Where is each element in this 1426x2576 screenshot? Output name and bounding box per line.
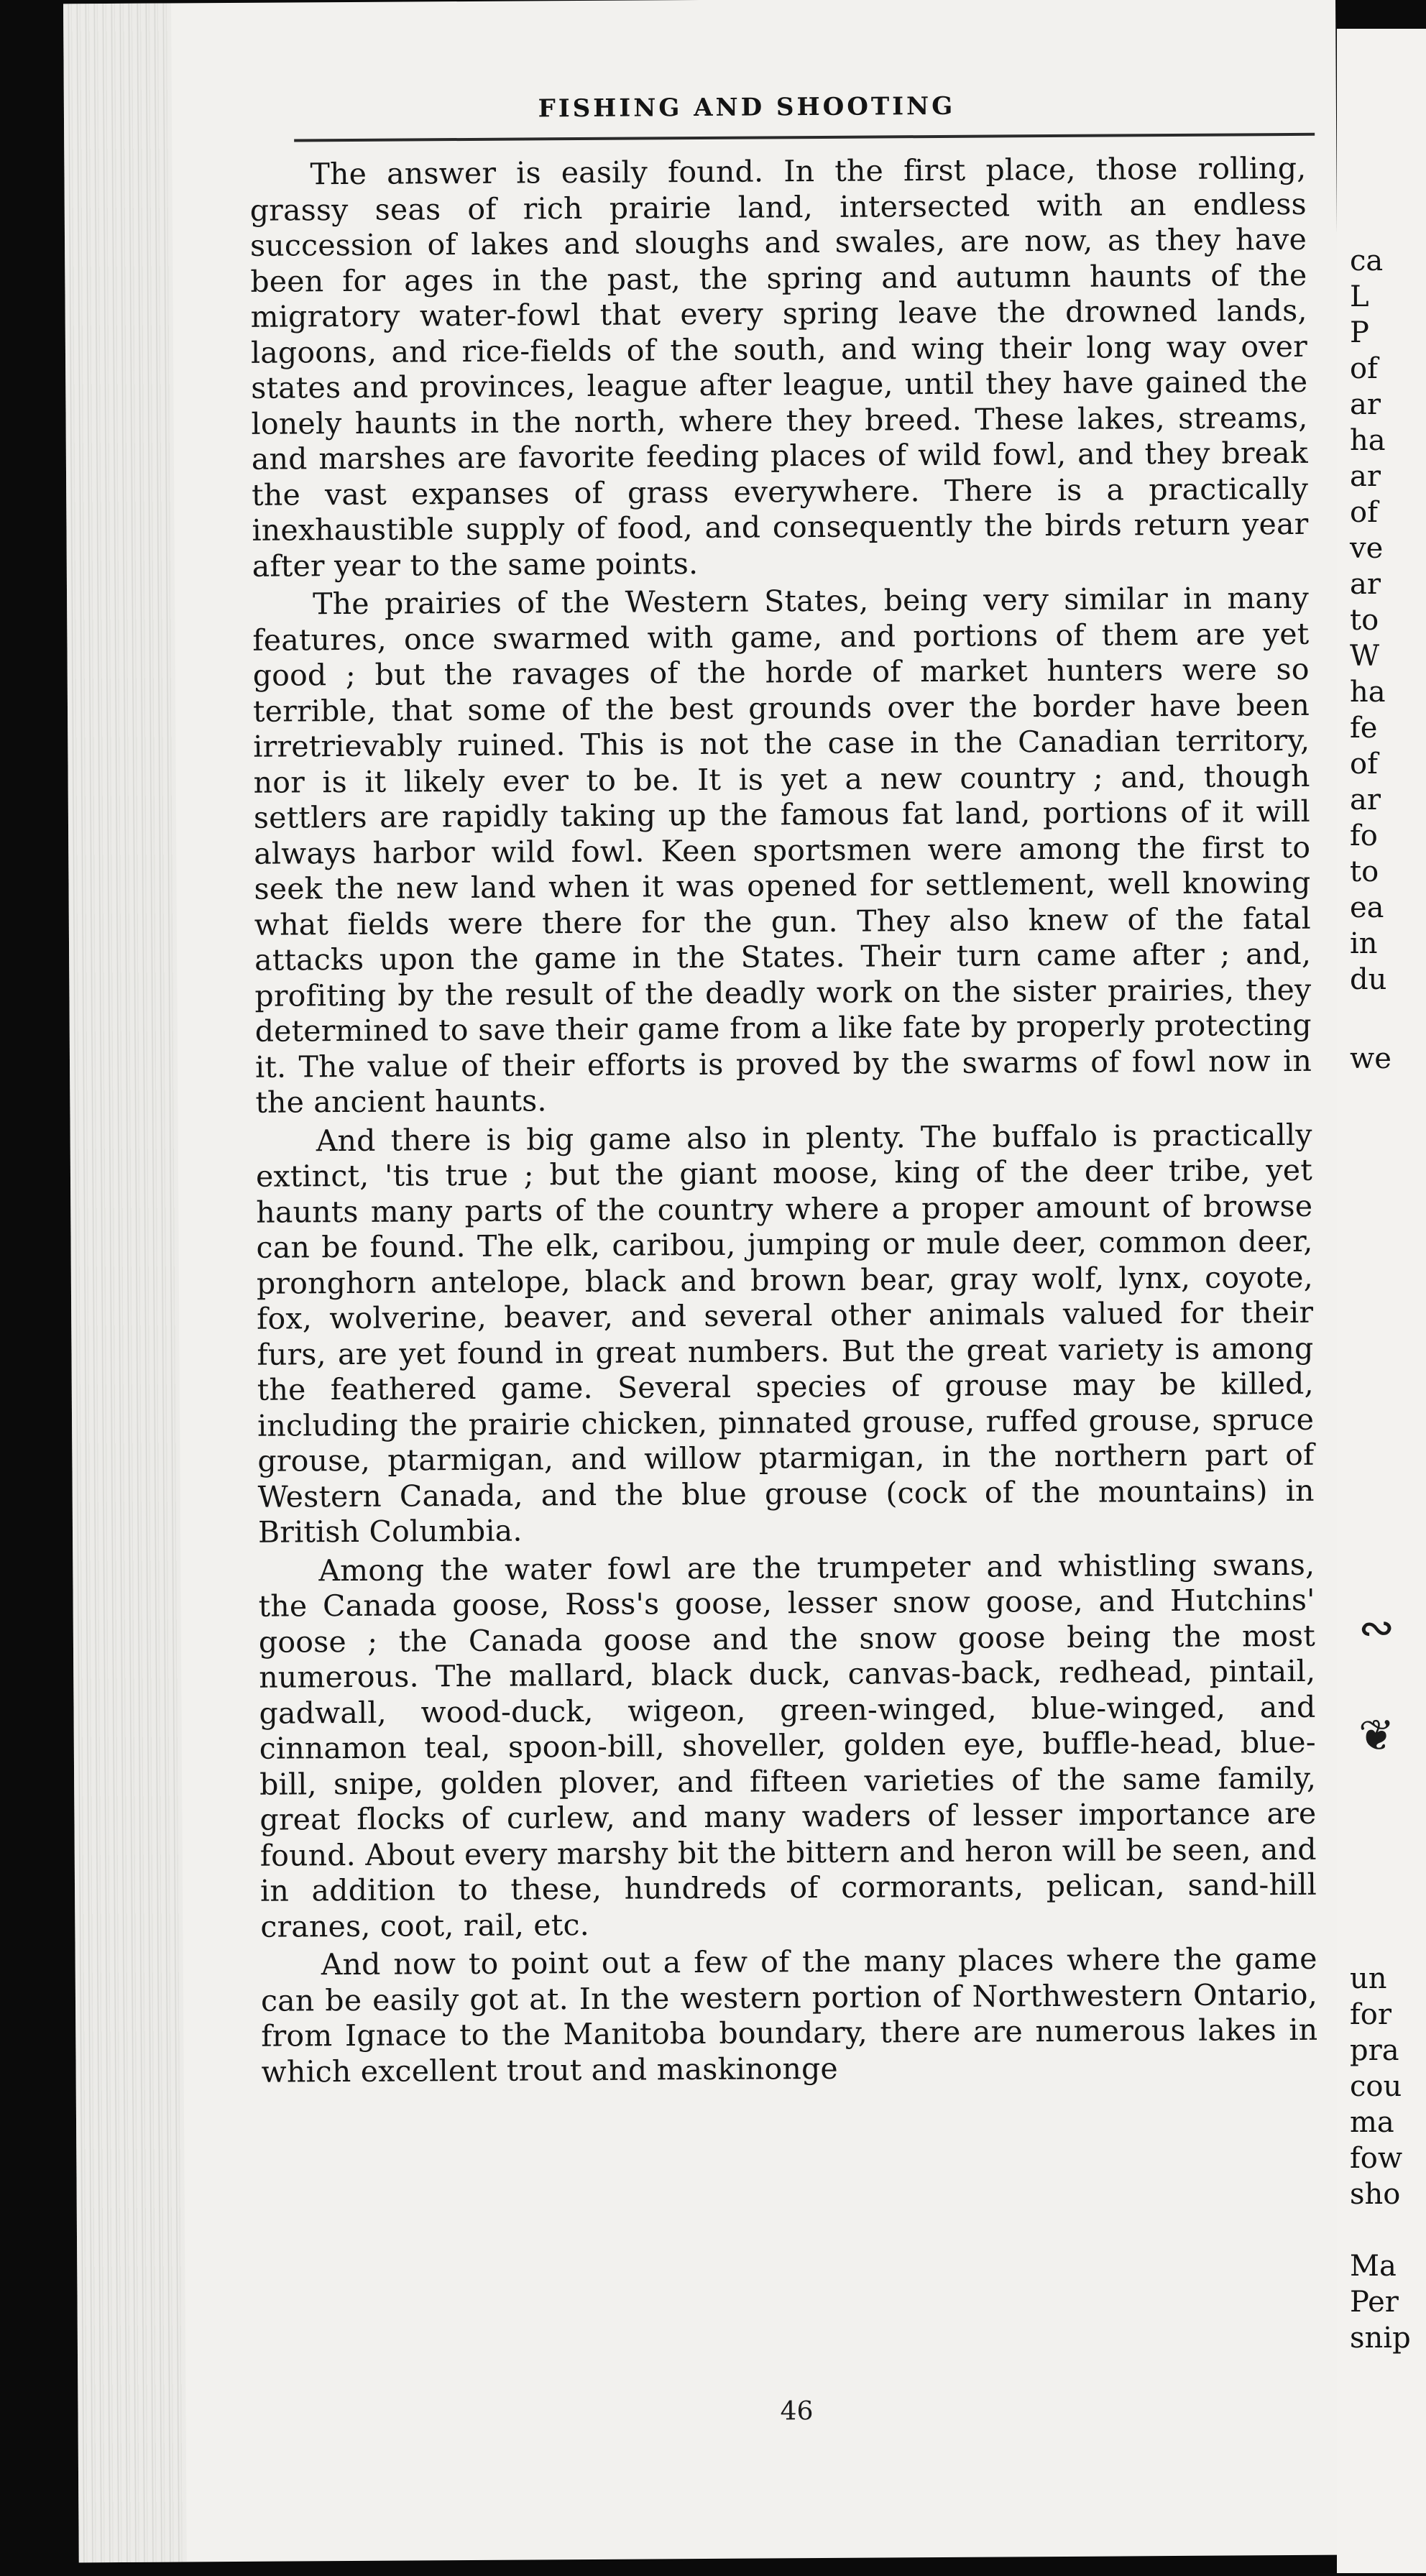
paragraph-4: Among the water fowl are the trumpeter and whistling swans, the Canada goose, Ross's goose, lesser snow goose, and Hutchins' goose ; the Canada goose and the snow goose being the most numerous. The mallard, black duck, canvas-back, redhead, pintail, gadwall, wood-duck, wigeon, green-winged, blue-winged, and cinnamon teal, spoon-bill, shoveller, golden eye, buffle-head, blue-bill, snipe, golden plover, and fifteen varieties of the same family, great flocks of curlew, and many waders of lesser importance are found. About every marshy bit the bittern and heron will be seen, and in addition to these, hundreds of cormorants, pelican, sand-hill cranes, coot, rail, etc. xyxy=(258,1547,1317,1944)
paragraph-1: The answer is easily found. In the first place, those rolling, grassy seas of rich prairie land, intersected with an endless succession of lakes and sloughs and swales, are now, as they have been for ages in the past, the spring and autumn haunts of the migratory water-fowl that every spring leave the drowned lands, lagoons, and rice-fields of the south, and wing their long way over states and provinces, league after league, until they have gained the lonely haunts in the north, where they breed. These lakes, streams, and marshes are favorite feeding places of wild fowl, and they break the vast expanses of grass everywhere. There is a practically inexhaustible supply of food, and consequently the birds return year after year to the same points. xyxy=(249,150,1309,584)
facing-fragment: fow xyxy=(1350,2142,1403,2175)
left-page xyxy=(63,0,1351,2562)
facing-fragment: du xyxy=(1350,963,1387,996)
facing-fragment: ar xyxy=(1350,568,1381,601)
facing-fragment: to xyxy=(1350,855,1379,888)
facing-fragment: fe xyxy=(1350,712,1378,745)
facing-fragment: ca xyxy=(1350,244,1384,277)
facing-fragment: of xyxy=(1350,496,1378,529)
facing-fragment: ma xyxy=(1350,2106,1394,2139)
paragraph-2: The prairies of the Western States, being very similar in many features, once swarmed with game, and portions of them are yet good ; but the ravages of the horde of market hunters were so terrible, that some of the best grounds over the border have been irretrievably ruined. This is not the case in the Canadian territory, nor is it likely ever to be. It is yet a new country ; and, though settlers are rapidly taking up the famous fat land, portions of it will always harbor wild fowl. Keen sportsmen were among the first to seek the new land when it was opened for settlement, well knowing what fields were there for the gun. They also knew of the fatal attacks upon the game in the States. Their turn came after ; and, profiting by the result of the deadly work on the sister prairies, they determined to save their game from a like fate by properly protecting it. The value of their efforts is proved by the swarms of fowl now in the ancient haunts. xyxy=(252,580,1312,1120)
facing-fragment: in xyxy=(1350,927,1378,960)
facing-fragment: fo xyxy=(1350,819,1378,852)
facing-fragment: un xyxy=(1350,1962,1387,1995)
facing-fragment: sho xyxy=(1350,2178,1401,2211)
facing-fragment: Ma xyxy=(1350,2250,1397,2283)
facing-fragment: W xyxy=(1350,640,1380,673)
facing-fragment: we xyxy=(1350,1042,1392,1075)
paragraph-5: And now to point out a few of the many places where the game can be easily got at. In the western portion of Northwestern Ontario, from Ignace to the Manitoba boundary, there are numerous lakes in which excellent trout and maskinonge xyxy=(260,1941,1318,2089)
ornament-icon: ❦ xyxy=(1358,1711,1395,1761)
facing-fragment: cou xyxy=(1350,2070,1402,2103)
ornament-icon: ∾ xyxy=(1358,1603,1395,1653)
facing-fragment: P xyxy=(1350,316,1369,349)
facing-fragment: ha xyxy=(1350,424,1386,457)
facing-page-edge xyxy=(1337,29,1426,2573)
facing-fragment: ar xyxy=(1350,783,1381,816)
facing-fragment: ha xyxy=(1350,676,1386,709)
facing-fragment: Per xyxy=(1350,2286,1399,2319)
page-number: 46 xyxy=(780,2396,814,2426)
facing-fragment: of xyxy=(1350,748,1378,781)
facing-fragment: pra xyxy=(1350,2034,1399,2067)
header-rule xyxy=(294,133,1315,142)
facing-fragment: for xyxy=(1350,1998,1392,2031)
facing-fragment: ea xyxy=(1350,891,1384,924)
running-header: FISHING AND SHOOTING xyxy=(538,91,956,124)
facing-fragment: of xyxy=(1350,352,1378,385)
facing-fragment: ar xyxy=(1350,388,1381,421)
facing-fragment: ve xyxy=(1350,532,1384,565)
body-text xyxy=(249,151,1317,2093)
facing-fragment: L xyxy=(1350,280,1369,313)
facing-fragment: snip xyxy=(1350,2322,1411,2355)
paragraph-3: And there is big game also in plenty. The buffalo is practically extinct, 'tis true ; but the giant moose, king of the deer tribe, yet haunts many parts of the country where a proper amount of browse can be found. The elk, caribou, jumping or mule deer, common deer, pronghorn antelope, black and brown bear, gray wolf, lynx, coyote, fox, wolverine, beaver, and several other animals valued for their furs, are yet found in great numbers. But the great variety is among the feathered game. Several species of grouse may be killed, including the prairie chicken, pinnated grouse, ruffed grouse, spruce grouse, ptarmigan, and willow ptarmigan, in the northern part of Western Canada, and the blue grouse (cock of the mountains) in British Columbia. xyxy=(255,1117,1315,1550)
facing-fragment: ar xyxy=(1350,460,1381,493)
facing-fragment: to xyxy=(1350,604,1379,637)
book-gutter xyxy=(63,3,187,2562)
